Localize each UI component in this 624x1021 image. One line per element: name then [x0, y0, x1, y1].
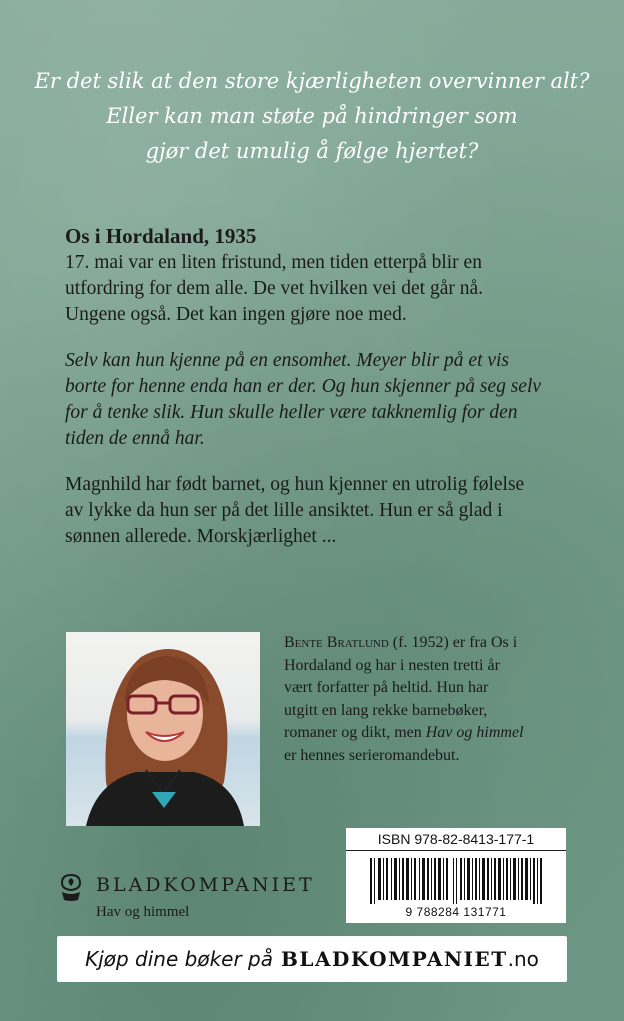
- tagline: [0, 64, 624, 169]
- buy-banner: [57, 936, 567, 982]
- buy-domain: .no: [507, 947, 539, 971]
- text-line: utgitt en lang rekke barnebøker,: [284, 701, 488, 719]
- blurb-paragraph-1: [65, 250, 585, 328]
- publisher-block: [58, 872, 348, 932]
- blurb-paragraph-2: [65, 348, 585, 452]
- text-line: utfordring for dem alle. De vet hvilken vei det går nå.: [65, 278, 484, 299]
- isbn-barcode-block: [346, 828, 566, 923]
- publisher-logo-icon: [58, 872, 84, 902]
- author-name: Bente Bratlund: [284, 634, 389, 651]
- text-line: Selv kan hun kjenne på en ensomhet. Meyer blir på et vis: [65, 350, 510, 371]
- text-fragment: (f. 1952) er fra Os i: [388, 634, 518, 651]
- author-bio: [284, 632, 594, 767]
- blurb: [65, 222, 585, 570]
- text-line: borte for henne enda han er der. Og hun skjenner på seg selv: [65, 376, 542, 397]
- text-line: for å tenke slik. Hun skulle heller være takknemlig for den: [65, 402, 518, 423]
- text-line: sønnen allerede. Morskjærlighet ...: [65, 526, 337, 547]
- ean-number: 9 788284 131771: [405, 905, 507, 919]
- blurb-heading: Os i Hordaland, 1935: [65, 224, 257, 248]
- text-line: Ungene også. Det kan ingen gjøre noe med.: [65, 304, 407, 325]
- publisher-name: BLADKOMPANIET: [96, 874, 315, 896]
- tagline-line: gjør det umulig å følge hjertet?: [145, 139, 479, 163]
- text-line: [284, 632, 594, 655]
- buy-brand: BLADKOMPANIET: [281, 947, 508, 971]
- tagline-line: Er det slik at den store kjærligheten overvinner alt?: [34, 69, 590, 93]
- text-line: tiden de ennå har.: [65, 428, 205, 449]
- text-line: [284, 722, 594, 745]
- text-fragment: romaner og dikt, men: [284, 724, 426, 741]
- text-line: av lykke da hun ser på det lille ansiktet. Hun er så glad i: [65, 500, 503, 521]
- author-photo: [66, 632, 260, 826]
- text-line: er hennes serieromandebut.: [284, 746, 460, 764]
- text-line: 17. mai var en liten fristund, men tiden etterpå blir en: [65, 252, 482, 273]
- barcode-icon: [370, 858, 542, 904]
- text-line: Hordaland og har i nesten tretti år: [284, 656, 500, 674]
- text-line: Magnhild har født barnet, og hun kjenner en utrolig følelse: [65, 474, 525, 495]
- series-title: Hav og himmel: [425, 724, 524, 741]
- isbn-label: ISBN 978-82-8413-177-1: [346, 828, 566, 851]
- tagline-line: Eller kan man støte på hindringer som: [106, 104, 518, 128]
- blurb-paragraph-3: [65, 472, 585, 550]
- series-name: Hav og himmel: [96, 904, 190, 920]
- buy-text: Kjøp dine bøker på: [85, 947, 273, 971]
- text-line: vært forfatter på heltid. Hun har: [284, 679, 489, 696]
